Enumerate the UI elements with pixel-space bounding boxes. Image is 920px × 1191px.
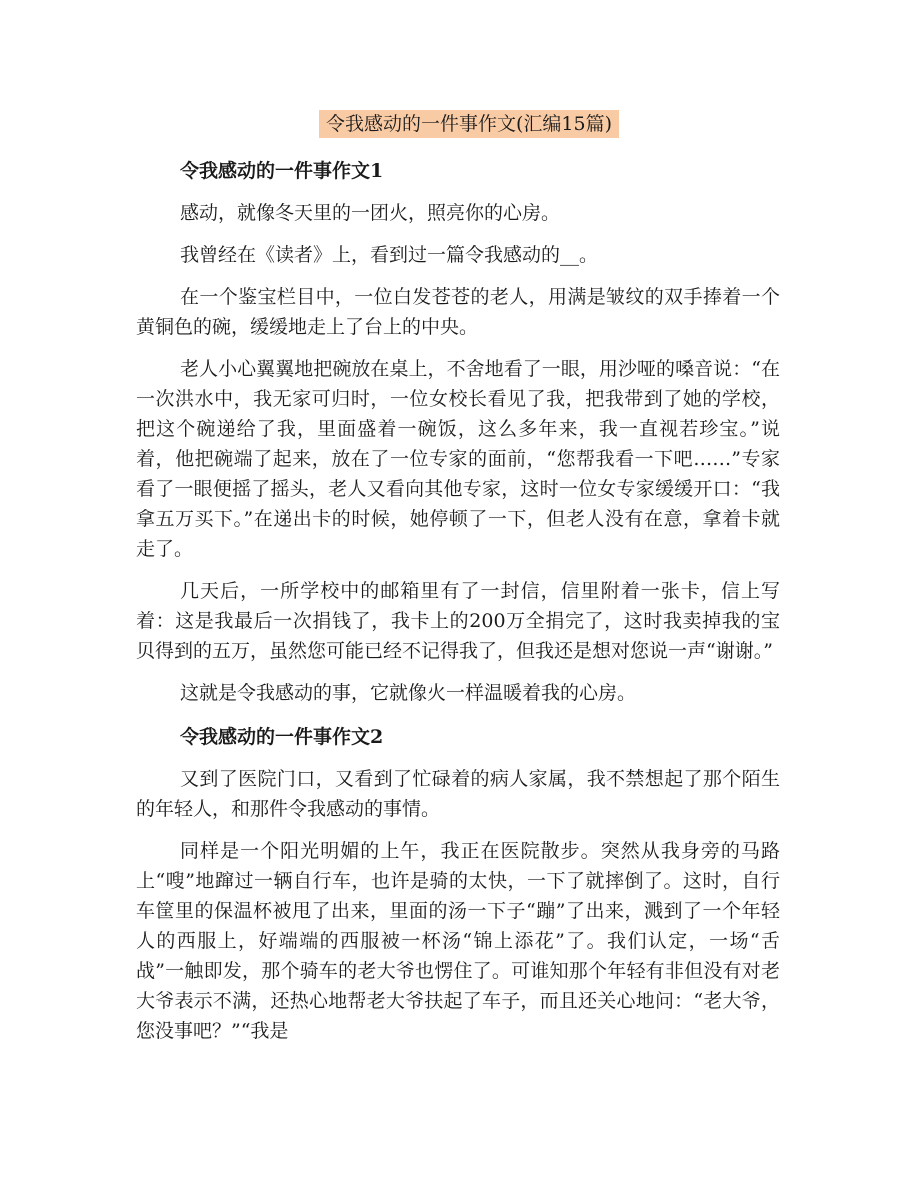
paragraph: 又到了医院门口，又看到了忙碌着的病人家属，我不禁想起了那个陌生的年轻人，和那件令我感动的事情。 xyxy=(136,768,780,820)
paragraph: 几天后，一所学校中的邮箱里有了一封信，信里附着一张卡，信上写着：这是我最后一次捐钱了，我卡上的200万全捐完了，这时我卖掉我的宝贝得到的五万，虽然您可能已经不记得我了，但我还是想对您说一声“谢谢。” xyxy=(136,580,780,662)
paragraph: 这就是令我感动的事，它就像火一样温暖着我的心房。 xyxy=(180,682,637,704)
paragraph: 同样是一个阳光明媚的上午，我正在医院散步。突然从我身旁的马路上“嗖”地蹿过一辆自行车，也许是骑的太快，一下了就摔倒了。这时，自行车筐里的保温杯被甩了出来，里面的汤一下子“蹦”了出来，溅到了一个年轻人的西服上，好端端的西服被一杯汤“锦上添花”了。我们认定，一场“舌战”一触即发，那个骑车的老大爷也愣住了。可谁知那个年轻有非但没有对老大爷表示不满，还热心地帮老大爷扶起了车子，而且还关心地问：“老大爷，您没事吧？”“我是 xyxy=(136,840,780,1042)
document-title: 令我感动的一件事作文(汇编15篇) xyxy=(319,110,619,138)
paragraph: 在一个鉴宝栏目中，一位白发苍苍的老人，用满是皱纹的双手捧着一个黄铜色的碗，缓缓地走上了台上的中央。 xyxy=(136,286,780,338)
section-heading: 令我感动的一件事作文1 xyxy=(180,160,384,182)
paragraph: 我曾经在《读者》上，看到过一篇令我感动的__。 xyxy=(180,244,599,266)
paragraph: 感动，就像冬天里的一团火，照亮你的心房。 xyxy=(180,202,561,224)
document-body xyxy=(136,154,780,1046)
paragraph: 老人小心翼翼地把碗放在桌上，不舍地看了一眼，用沙哑的嗓音说：“在一次洪水中，我无家可归时，一位女校长看见了我，把我带到了她的学校，把这个碗递给了我，里面盛着一碗饭，这么多年来，我一直视若珍宝。”说着，他把碗端了起来，放在了一位专家的面前，“您帮我看一下吧……”专家看了一眼便摇了摇头，老人又看向其他专家，这时一位女专家缓缓开口：“我拿五万买下。”在递出卡的时候，她停顿了一下，但老人没有在意，拿着卡就走了。 xyxy=(136,358,780,560)
section-heading: 令我感动的一件事作文2 xyxy=(180,726,384,748)
